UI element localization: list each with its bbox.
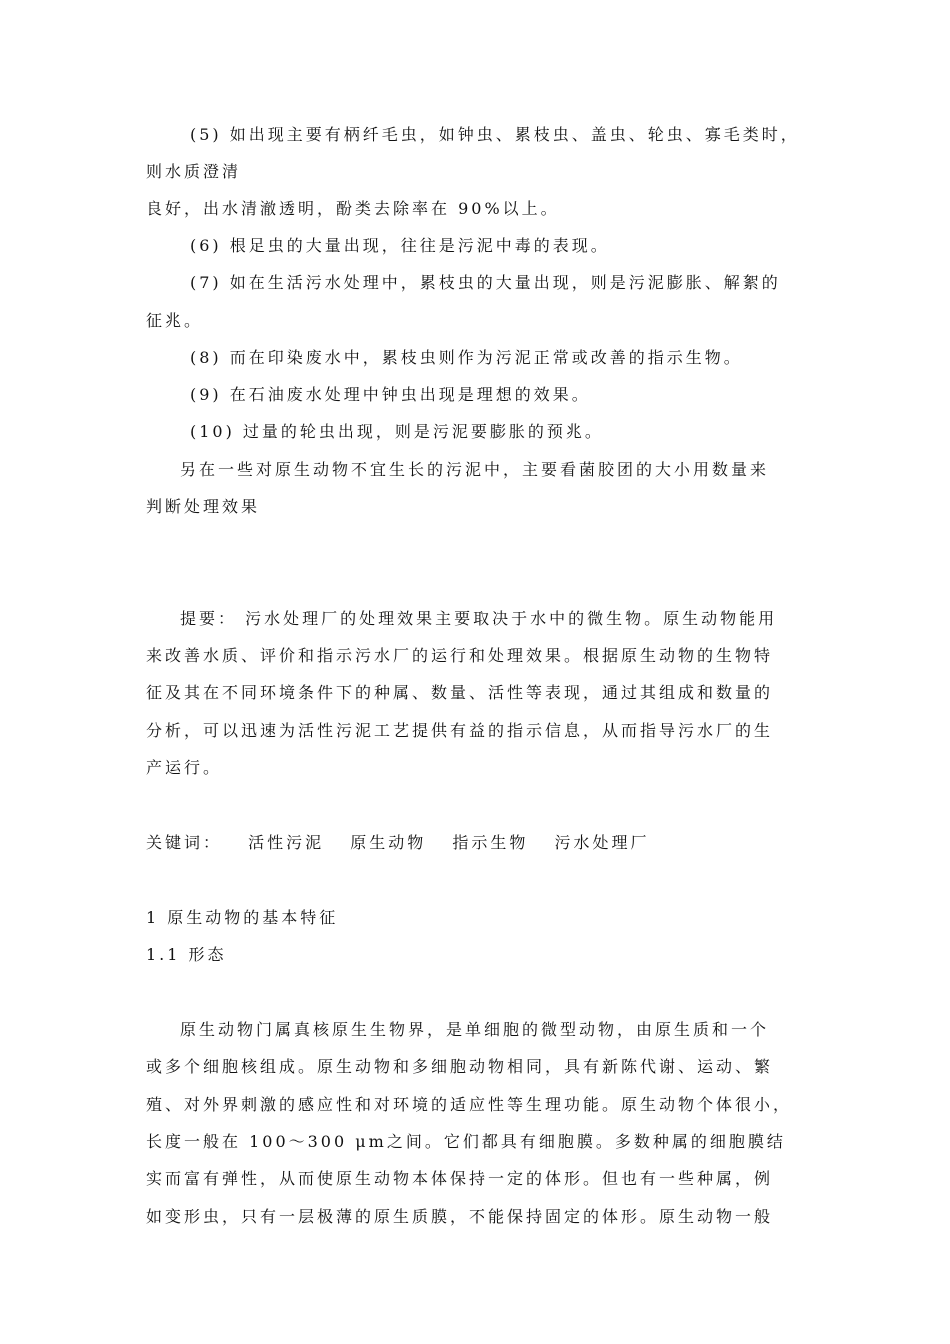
body-line-3: 殖、对外界刺激的感应性和对环境的适应性等生理功能。原生动物个体很小， [146, 1095, 793, 1114]
item-5-line-2: 则水质澄清 [146, 162, 242, 181]
keyword-term: 活性污泥 [248, 833, 325, 852]
body-line-5: 实而富有弹性，从而使原生动物本体保持一定的体形。但也有一些种属，例 [146, 1169, 774, 1188]
item-7-line-2: 征兆。 [146, 311, 204, 330]
keyword-term: 原生动物 [350, 833, 427, 852]
abstract-line-2: 来改善水质、评价和指示污水厂的运行和处理效果。根据原生动物的生物特 [146, 646, 774, 665]
note-line-1: 另在一些对原生动物不宜生长的污泥中，主要看菌胶团的大小用数量来 [180, 460, 770, 479]
keyword-term: 污水处理厂 [554, 833, 650, 852]
section-1-1-heading: 1.1 形态 [146, 945, 227, 964]
item-5-line-1: (5) 如出现主要有柄纤毛虫，如钟虫、累枝虫、盖虫、轮虫、寡毛类时， [190, 125, 800, 144]
abstract-line-1: 提要： 污水处理厂的处理效果主要取决于水中的微生物。原生动物能用 [180, 609, 778, 628]
body-line-2: 或多个细胞核组成。原生动物和多细胞动物相同，具有新陈代谢、运动、繁 [146, 1057, 774, 1076]
keyword-term: 指示生物 [452, 833, 529, 852]
item-6-line-1: (6) 根足虫的大量出现，往往是污泥中毒的表现。 [190, 236, 610, 255]
body-line-4: 长度一般在 100～300 μm之间。它们都具有细胞膜。多数种属的细胞膜结 [146, 1132, 786, 1151]
abstract-line-4: 分析，可以迅速为活性污泥工艺提供有益的指示信息，从而指导污水厂的生 [146, 721, 774, 740]
abstract-line-3: 征及其在不同环境条件下的种属、数量、活性等表现，通过其组成和数量的 [146, 683, 774, 702]
item-9-line-1: (9) 在石油废水处理中钟虫出现是理想的效果。 [190, 385, 591, 404]
item-7-line-1: (7) 如在生活污水处理中，累枝虫的大量出现，则是污泥膨胀、解絮的 [190, 273, 781, 292]
item-5-line-3: 良好，出水清澈透明，酚类去除率在 90%以上。 [146, 199, 560, 218]
body-line-6: 如变形虫，只有一层极薄的原生质膜，不能保持固定的体形。原生动物一般 [146, 1207, 774, 1226]
item-10-line-1: (10) 过量的轮虫出现，则是污泥要膨胀的预兆。 [190, 422, 604, 441]
body-line-1: 原生动物门属真核原生生物界，是单细胞的微型动物，由原生质和一个 [180, 1020, 770, 1039]
keywords-line [146, 832, 806, 854]
item-8-line-1: (8) 而在印染废水中，累枝虫则作为污泥正常或改善的指示生物。 [190, 348, 743, 367]
keywords-label: 关键词： [146, 833, 223, 852]
section-1-heading: 1 原生动物的基本特征 [146, 908, 339, 927]
abstract-line-5: 产运行。 [146, 758, 223, 777]
note-line-2: 判断处理效果 [146, 497, 261, 516]
